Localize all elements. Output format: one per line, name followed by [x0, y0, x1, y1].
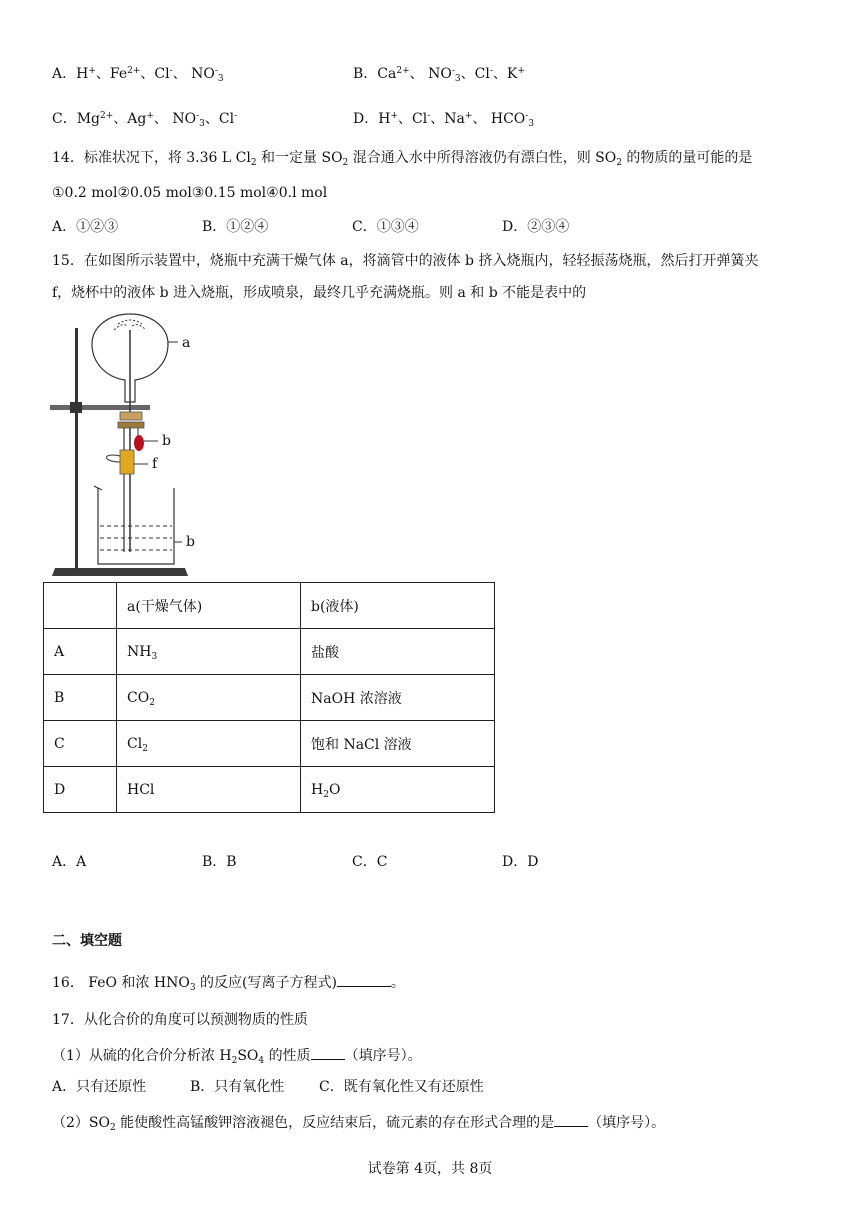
q14-option-a: A．①②③: [52, 219, 119, 235]
page-footer: 试卷第 4页，共 8页: [367, 1161, 493, 1177]
q17-part2: $(2)SO_2$ 能使酸性高锰酸钾溶液褪色，反应结束后，硫元素的存在形式合理的是 （填序号）。: [52, 1112, 665, 1132]
q17-part1-option-a: A．只有还原性: [52, 1079, 147, 1095]
q13-option-b: B．$Ca^{2+}$、 $NO^-_3$、Cl-、K+: [353, 66, 525, 84]
q15-stem-line2: f，烧杯中的液体 b 进入烧瓶，形成喷泉，最终几乎充满烧瓶。则 a 和 b 不能是表中的: [52, 285, 587, 301]
q15-option-a: A．A: [52, 854, 87, 870]
q14-stem: 14．标准状况下，将 3.36 L $Cl_2$ 和一定量 $SO_2$ 混合通入水中所得溶液仍有漂白性，则 $SO_2$ 的物质的量可能的是: [52, 150, 753, 168]
gas-cell: $Cl_2$: [117, 721, 301, 767]
q14-option-b: B．①②④: [202, 219, 269, 235]
q16-stem: 16． FeO 和浓 $HNO_3$ 的反应(写离子方程式) 。: [52, 972, 405, 992]
table-header-cell: [44, 583, 117, 629]
liquid-cell: 饱和 NaCl 溶液: [301, 721, 495, 767]
liquid-cell: 盐酸: [301, 629, 495, 675]
q15-option-d: D．D: [502, 854, 539, 870]
q15-option-c: C．C: [352, 854, 388, 870]
table-row: [44, 767, 495, 813]
answer-blank[interactable]: [311, 1045, 345, 1060]
q14-choices: ①0.2 mol②0.05 mol③0.15 mol④0.l mol: [52, 185, 328, 201]
table-header-cell: a(干燥气体): [117, 583, 301, 629]
q15-options-table: [43, 582, 495, 813]
liquid-cell: $H_2O$: [301, 767, 495, 813]
row-label: D: [44, 767, 117, 813]
section-title: 二、填空题: [52, 933, 122, 949]
gas-cell: $NH_3$: [117, 629, 301, 675]
figure-label-a: a: [182, 335, 191, 351]
q14-option-d: D．②③④: [502, 219, 570, 235]
q14-option-c: C．①③④: [352, 219, 419, 235]
q15-stem-line1: 15．在如图所示装置中，烧瓶中充满干燥气体 a，将滴管中的液体 b 挤入烧瓶内，轻轻振荡烧瓶，然后打开弹簧夹: [52, 253, 759, 269]
gas-cell: HCl: [117, 767, 301, 813]
q13-option-a: A．H+、$Fe^{2+}$、Cl-、 $NO^-_3$: [52, 66, 224, 84]
q17-part1-option-b: B．只有氧化性: [190, 1079, 285, 1095]
q17-stem: 17．从化合价的角度可以预测物质的性质: [52, 1012, 308, 1028]
q17-part1: （1）从硫的化合价分析浓 $H_2SO_4$ 的性质 （填序号）。: [52, 1045, 422, 1065]
table-row: [44, 629, 495, 675]
liquid-cell: NaOH 浓溶液: [301, 675, 495, 721]
q17-part1-option-c: C．既有氧化性又有还原性: [319, 1079, 484, 1095]
row-label: C: [44, 721, 117, 767]
table-header-row: [44, 583, 495, 629]
gas-cell: $CO_2$: [117, 675, 301, 721]
table-row: [44, 721, 495, 767]
figure-label-b-dropper: b: [162, 433, 171, 449]
figure-label-f: f: [152, 456, 158, 472]
row-label: B: [44, 675, 117, 721]
q13-option-c: C．$Mg^{2+}$、Ag+、 $NO^-_3$、Cl-: [52, 111, 238, 129]
table-header-cell: b(液体): [301, 583, 495, 629]
table-row: [44, 675, 495, 721]
row-label: A: [44, 629, 117, 675]
figure-label-b-beaker: b: [186, 534, 195, 550]
q13-option-d: D．H+、Cl-、Na+、 $HCO^-_3$: [353, 111, 535, 129]
answer-blank[interactable]: [337, 972, 391, 987]
q15-option-b: B．B: [202, 854, 237, 870]
answer-blank[interactable]: [554, 1112, 588, 1127]
